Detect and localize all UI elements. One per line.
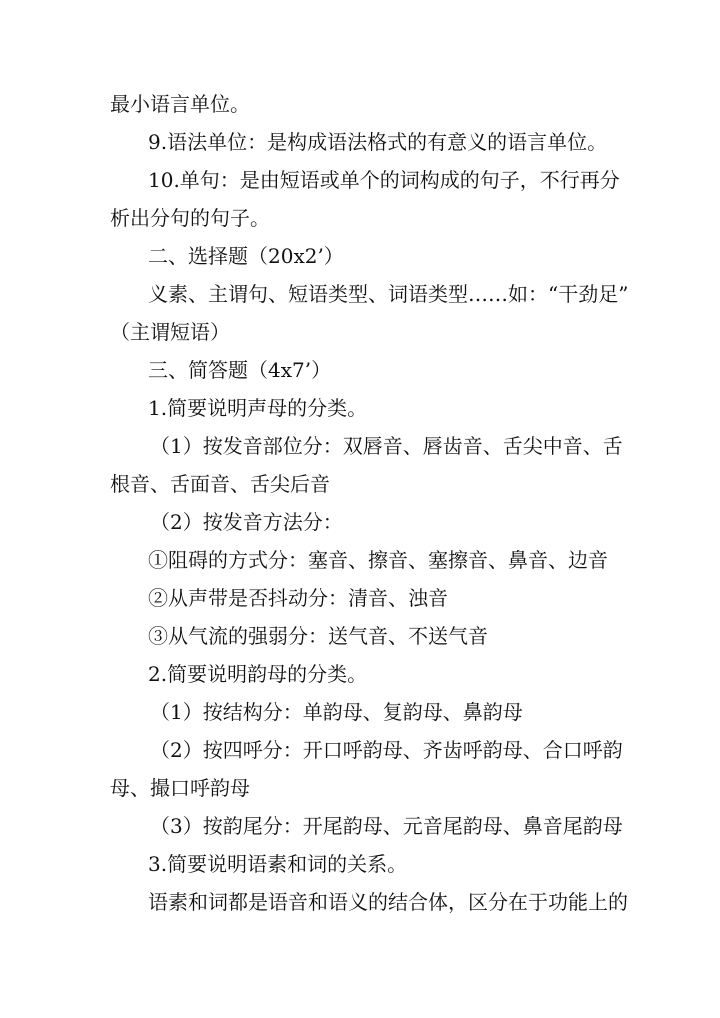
- text-line: 语素和词都是语音和语义的结合体，区分在于功能上的: [148, 890, 628, 914]
- text-line: （1）按发音部位分：双唇音、唇齿音、舌尖中音、舌: [150, 434, 623, 458]
- text-line: （主谓短语）: [110, 320, 230, 344]
- text-line: ③从气流的强弱分：送气音、不送气音: [148, 624, 488, 648]
- text-line: （1）按结构分：单韵母、复韵母、鼻韵母: [150, 700, 523, 724]
- text-line: 义素、主谓句、短语类型、词语类型……如：“干劲足”: [148, 282, 629, 306]
- text-line: 9.语法单位：是构成语法格式的有意义的语言单位。: [148, 130, 608, 154]
- text-line: 10.单句：是由短语或单个的词构成的句子，不行再分: [148, 168, 620, 192]
- question-title: 2.简要说明韵母的分类。: [148, 662, 368, 686]
- text-line: ①阻碍的方式分：塞音、擦音、塞擦音、鼻音、边音: [148, 548, 608, 572]
- text-line: （2）按四呼分：开口呼韵母、齐齿呼韵母、合口呼韵: [150, 738, 623, 762]
- text-line: ②从声带是否抖动分：清音、浊音: [148, 586, 448, 610]
- text-line: （3）按韵尾分：开尾韵母、元音尾韵母、鼻音尾韵母: [150, 814, 623, 838]
- text-line: 根音、舌面音、舌尖后音: [110, 472, 330, 496]
- section-heading: 二、选择题（20x2’）: [148, 244, 344, 268]
- text-line: 最小语言单位。: [110, 92, 250, 116]
- text-line: （2）按发音方法分：: [150, 510, 343, 534]
- text-line: 母、撮口呼韵母: [110, 776, 250, 800]
- question-title: 3.简要说明语素和词的关系。: [148, 852, 408, 876]
- section-heading: 三、简答题（4x7’）: [148, 358, 332, 382]
- question-title: 1.简要说明声母的分类。: [148, 396, 368, 420]
- text-line: 析出分句的句子。: [110, 206, 270, 230]
